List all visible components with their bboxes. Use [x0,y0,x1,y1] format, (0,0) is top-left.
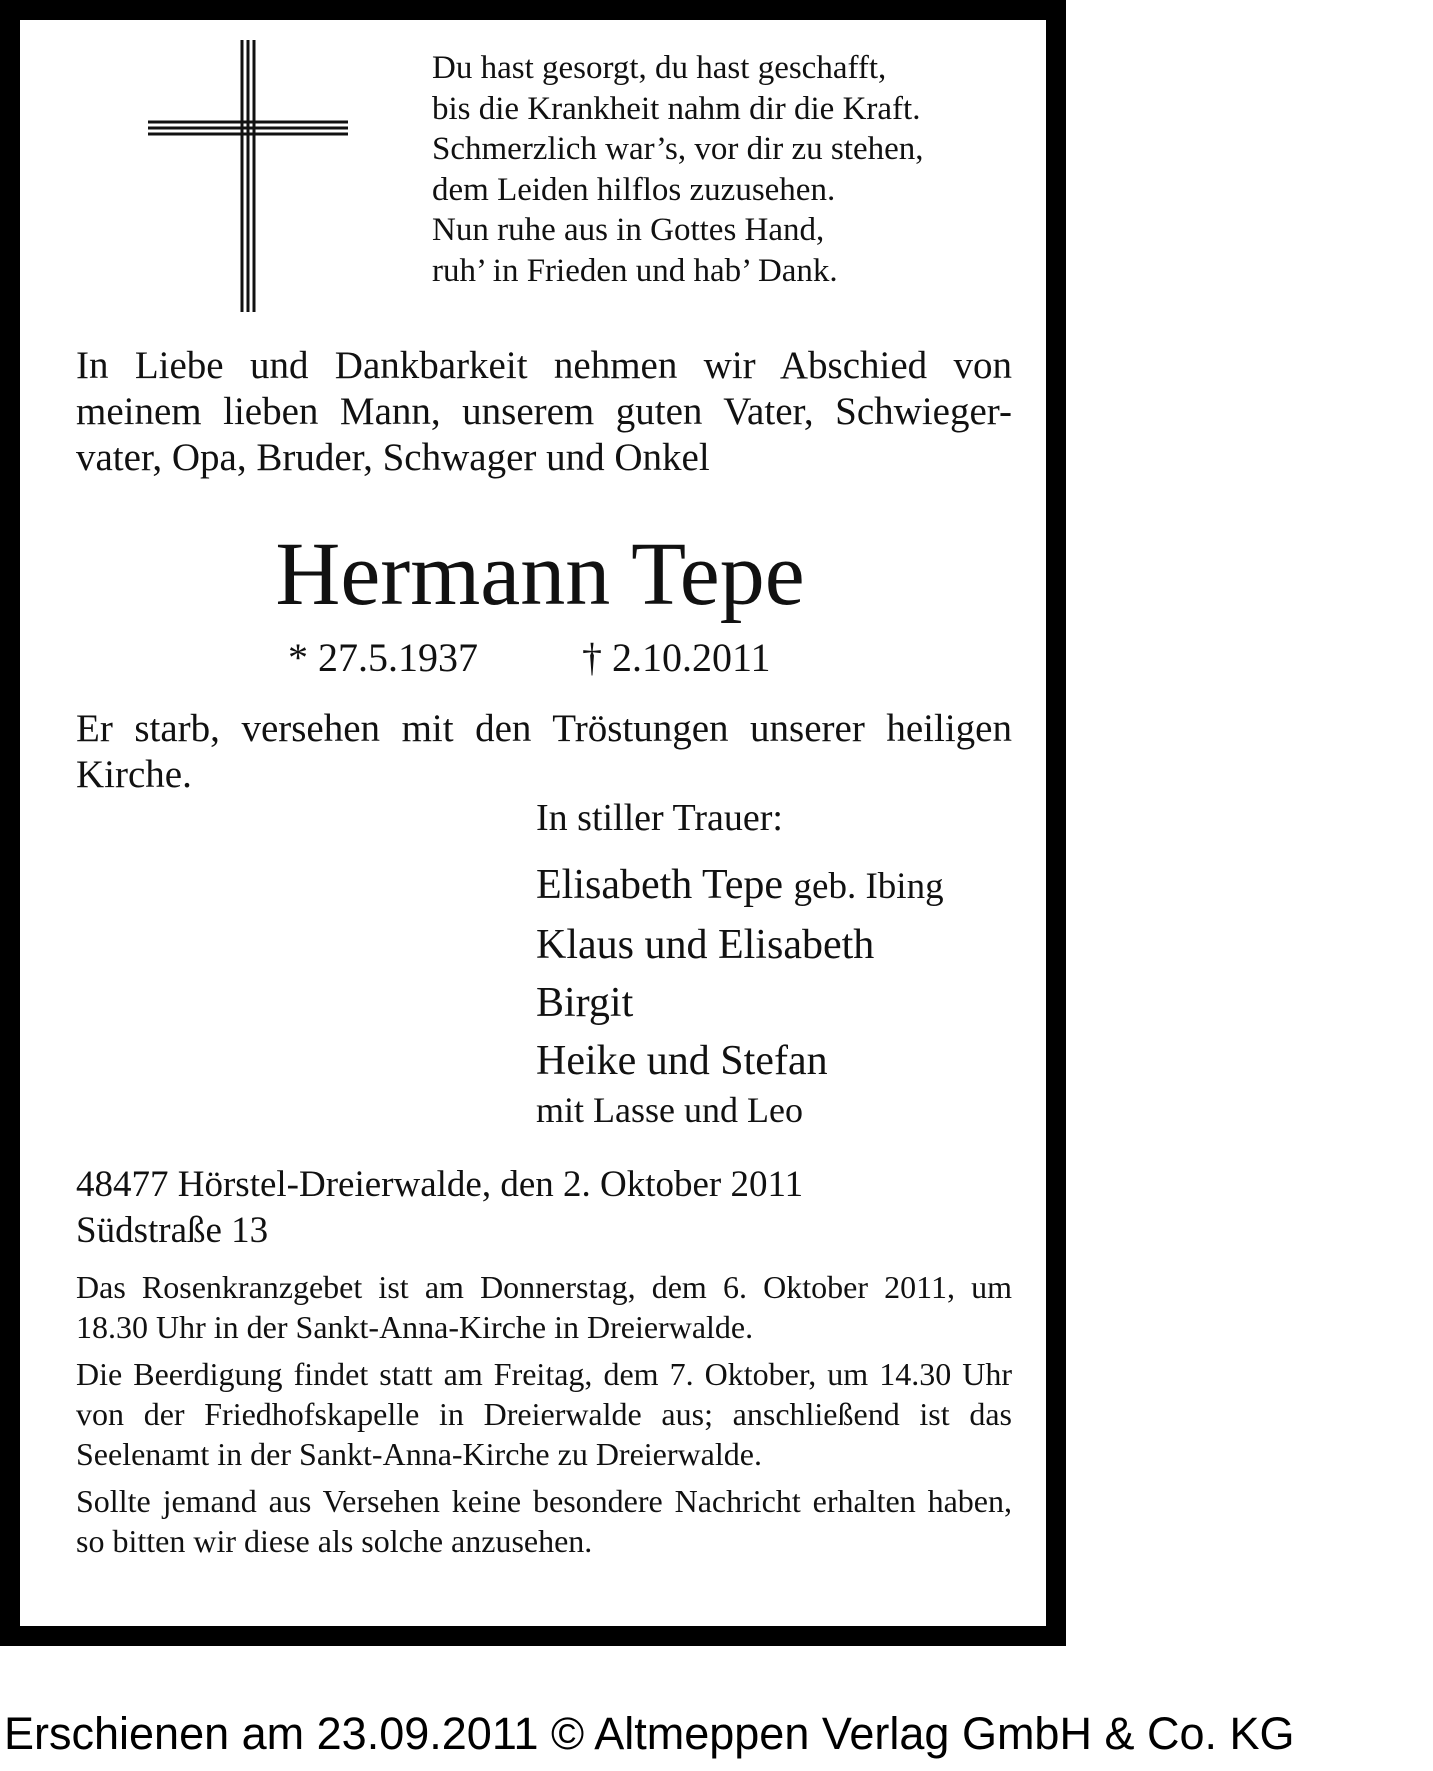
notice-note: Sollte jemand aus Versehen keine besondere Nachricht erhalten haben, so bitten wir diese als solche anzusehen. [76,1483,1012,1559]
mourners-list [536,796,944,1130]
poem-line: ruh’ in Frieden und hab’ Dank. [432,252,838,289]
publication-footer: Erschienen am 23.09.2011 © Altmeppen Verlag GmbH & Co. KG [4,1708,1295,1759]
rosary-note: Das Rosenkranzgebet ist am Donnerstag, dem 6. Oktober 2011, um 18.30 Uhr in der Sankt-Anna-Kirche in Dreierwalde. [76,1269,1012,1345]
cross-icon [148,40,348,312]
mourner-row: Birgit [536,980,634,1026]
mourner-row: Heike und Stefan [536,1038,828,1084]
poem-line: bis die Krankheit nahm dir die Kraft. [432,90,921,127]
intro-line: In Liebe und Dankbarkeit nehmen wir Abschied von [76,344,1012,387]
statement-line: Kirche. [76,753,192,796]
mourner-row: Klaus und Elisabeth [536,922,875,968]
poem-line: Schmerzlich war’s, vor dir zu stehen, [432,131,924,167]
mourner-subrow: mit Lasse und Leo [536,1090,803,1130]
death-date: † 2.10.2011 [582,635,771,680]
place-date: 48477 Hörstel-Dreierwalde, den 2. Oktober 2011 [76,1164,804,1205]
burial-note: Die Beerdigung findet statt am Freitag, dem 7. Oktober, um 14.30 Uhr von der Friedhofskapelle in Dreierwalde aus; anschließend ist das Seelenamt in der Sankt-Anna-Kirche zu Dreierwalde. [76,1356,1012,1472]
poem-line: dem Leiden hilflos zuzusehen. [432,171,836,208]
poem-line: Nun ruhe aus in Gottes Hand, [432,212,825,248]
sacrament-statement [76,706,1012,798]
mourner-row [536,856,944,916]
poem-line: Du hast gesorgt, du hast geschafft, [432,50,887,86]
poem [432,48,924,291]
deceased-name: Hermann Tepe [275,525,805,624]
intro-line: vater, Opa, Bruder, Schwager und Onkel [76,436,710,479]
statement-line: Er starb, versehen mit den Tröstungen unserer heiligen [76,707,1012,750]
funeral-notes [76,1267,1012,1568]
birth-date: * 27.5.1937 [288,635,478,680]
widow-maiden-name: geb. Ibing [793,866,944,907]
intro-line: meinem lieben Mann, unserem guten Vater, Schwieger- [76,390,1012,433]
address-block [76,1162,803,1254]
mourners-heading: In stiller Trauer: [536,797,783,839]
widow-name: Elisabeth Tepe [536,862,784,908]
intro-text [76,343,1012,481]
street-address: Südstraße 13 [76,1210,269,1251]
